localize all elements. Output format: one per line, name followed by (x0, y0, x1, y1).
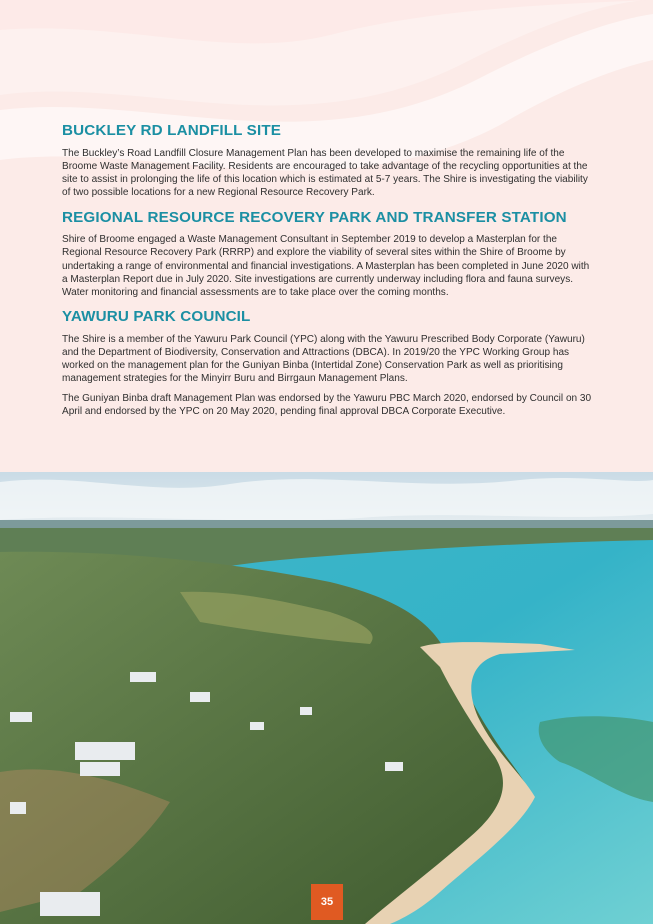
section-heading: REGIONAL RESOURCE RECOVERY PARK AND TRANSFER STATION (62, 209, 567, 227)
section-paragraph: The Shire is a member of the Yawuru Park Council (YPC) along with the Yawuru Prescribed Body Corporate (Yawuru) and the Department of Biodiversity, Conservation and Attractions (DBCA). In 2019/20 the YPC Working Group has worked on the management plan for the Guniyan Binba (Intertidal Zone) Conservation Park as well as prioritising management strategies for the Minyirr Buru and Birrgaun Management Plans. (62, 333, 585, 385)
section-heading: YAWURU PARK COUNCIL (62, 307, 251, 325)
main-content (62, 122, 592, 418)
section-regional-resource-recovery-park (62, 209, 592, 298)
section-buckley-rd-landfill (62, 122, 592, 199)
section-heading: BUCKLEY RD LANDFILL SITE (62, 122, 282, 139)
page-number: 35 (311, 884, 343, 920)
section-paragraph: The Guniyan Binba draft Management Plan was endorsed by the Yawuru PBC March 2020, endorsed by Council on 30 April and endorsed by the YPC on 20 May 2020, pending final approval DBCA Corporate Executive. (62, 393, 592, 418)
section-paragraph: Shire of Broome engaged a Waste Management Consultant in September 2019 to develop a Masterplan for the Regional Resource Recovery Park (RRRP) and explore the viability of several sites within the Shire of Broome by undertaking a range of environmental and financial investigations. A Masterplan has been completed in June 2020 with a Masterplan Report due in July 2020. Site investigations are currently underway including flora and fauna surveys. Water monitoring and financial assessments are to take place over the coming months. (62, 234, 590, 298)
section-yawuru-park-council (62, 308, 592, 419)
aerial-coastal-photo (0, 472, 653, 924)
section-paragraph: The Buckley’s Road Landfill Closure Management Plan has been developed to maximise the remaining life of the Broome Waste Management Facility. Residents are encouraged to take advantage of the recycling opportunities at the site to assist in prolonging the life of this location which is estimated at 5-7 years. The Shire is investigating the viability of two possible locations for a new Regional Resource Recovery Park. (62, 148, 588, 199)
